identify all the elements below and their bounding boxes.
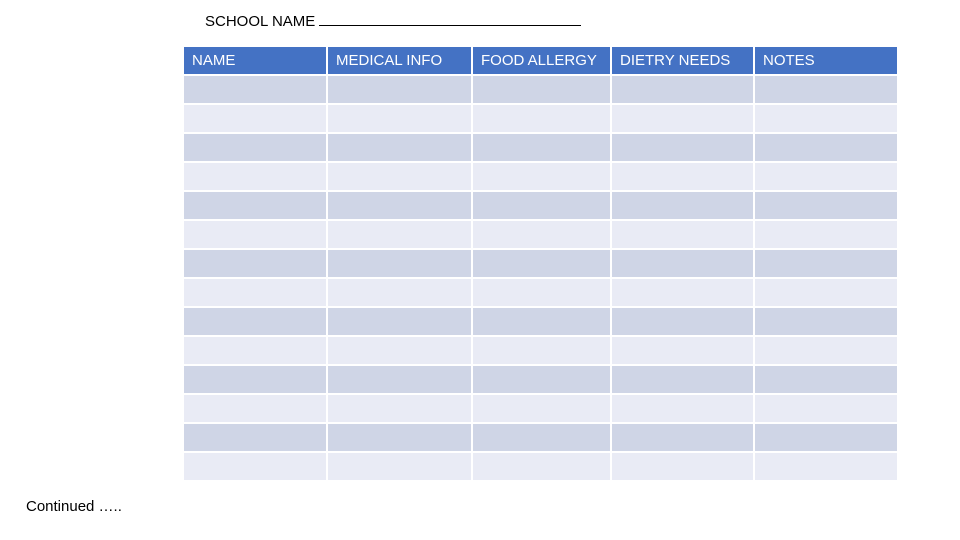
table-cell-dietry-needs[interactable] bbox=[612, 366, 755, 395]
table-cell-name[interactable] bbox=[184, 453, 328, 482]
table-cell-name[interactable] bbox=[184, 76, 328, 105]
table-cell-food-allergy[interactable] bbox=[473, 395, 612, 424]
table-cell-name[interactable] bbox=[184, 424, 328, 453]
table-cell-food-allergy[interactable] bbox=[473, 453, 612, 482]
table-cell-medical-info[interactable] bbox=[328, 337, 473, 366]
table-cell-name[interactable] bbox=[184, 279, 328, 308]
table-cell-food-allergy[interactable] bbox=[473, 134, 612, 163]
table-cell-medical-info[interactable] bbox=[328, 308, 473, 337]
continued-note: Continued ….. bbox=[26, 498, 122, 515]
table-cell-name[interactable] bbox=[184, 134, 328, 163]
table-cell-dietry-needs[interactable] bbox=[612, 105, 755, 134]
table-cell-name[interactable] bbox=[184, 105, 328, 134]
table-cell-name[interactable] bbox=[184, 366, 328, 395]
table-row bbox=[184, 105, 897, 134]
table-cell-notes[interactable] bbox=[755, 453, 897, 482]
table-cell-name[interactable] bbox=[184, 250, 328, 279]
table-cell-name[interactable] bbox=[184, 337, 328, 366]
table-cell-notes[interactable] bbox=[755, 192, 897, 221]
table-cell-notes[interactable] bbox=[755, 337, 897, 366]
table-cell-medical-info[interactable] bbox=[328, 221, 473, 250]
table-cell-notes[interactable] bbox=[755, 76, 897, 105]
table-cell-dietry-needs[interactable] bbox=[612, 279, 755, 308]
table-cell-name[interactable] bbox=[184, 395, 328, 424]
table-row bbox=[184, 395, 897, 424]
table-cell-notes[interactable] bbox=[755, 105, 897, 134]
table-cell-food-allergy[interactable] bbox=[473, 308, 612, 337]
school-name-blank[interactable] bbox=[319, 13, 581, 26]
table-cell-dietry-needs[interactable] bbox=[612, 395, 755, 424]
column-header-name: NAME bbox=[184, 47, 328, 76]
table-cell-food-allergy[interactable] bbox=[473, 279, 612, 308]
table-row bbox=[184, 453, 897, 482]
table-row bbox=[184, 337, 897, 366]
table-cell-medical-info[interactable] bbox=[328, 453, 473, 482]
table-cell-food-allergy[interactable] bbox=[473, 76, 612, 105]
table-cell-notes[interactable] bbox=[755, 424, 897, 453]
table-cell-medical-info[interactable] bbox=[328, 279, 473, 308]
column-header-notes: NOTES bbox=[755, 47, 897, 76]
table-cell-notes[interactable] bbox=[755, 221, 897, 250]
table-cell-medical-info[interactable] bbox=[328, 134, 473, 163]
table-header-row bbox=[184, 47, 897, 76]
table-cell-notes[interactable] bbox=[755, 279, 897, 308]
table-row bbox=[184, 192, 897, 221]
table-cell-medical-info[interactable] bbox=[328, 192, 473, 221]
table-cell-dietry-needs[interactable] bbox=[612, 192, 755, 221]
table-row bbox=[184, 250, 897, 279]
table-cell-notes[interactable] bbox=[755, 163, 897, 192]
table-body bbox=[184, 76, 897, 482]
table-cell-dietry-needs[interactable] bbox=[612, 337, 755, 366]
table-cell-dietry-needs[interactable] bbox=[612, 76, 755, 105]
table-cell-medical-info[interactable] bbox=[328, 395, 473, 424]
table-row bbox=[184, 308, 897, 337]
table-cell-food-allergy[interactable] bbox=[473, 250, 612, 279]
table-cell-food-allergy[interactable] bbox=[473, 163, 612, 192]
table-cell-medical-info[interactable] bbox=[328, 366, 473, 395]
table-cell-notes[interactable] bbox=[755, 395, 897, 424]
table-row bbox=[184, 279, 897, 308]
student-info-table bbox=[184, 47, 897, 482]
table-row bbox=[184, 221, 897, 250]
table-cell-dietry-needs[interactable] bbox=[612, 134, 755, 163]
table-cell-dietry-needs[interactable] bbox=[612, 221, 755, 250]
table-cell-dietry-needs[interactable] bbox=[612, 453, 755, 482]
column-header-food-allergy: FOOD ALLERGY bbox=[473, 47, 612, 76]
table-row bbox=[184, 424, 897, 453]
column-header-medical-info: MEDICAL INFO bbox=[328, 47, 473, 76]
table-cell-notes[interactable] bbox=[755, 134, 897, 163]
table-cell-medical-info[interactable] bbox=[328, 424, 473, 453]
table-cell-name[interactable] bbox=[184, 308, 328, 337]
table-cell-food-allergy[interactable] bbox=[473, 221, 612, 250]
table-cell-notes[interactable] bbox=[755, 308, 897, 337]
table-cell-food-allergy[interactable] bbox=[473, 424, 612, 453]
table-cell-food-allergy[interactable] bbox=[473, 105, 612, 134]
school-name-line bbox=[205, 13, 581, 30]
table-cell-medical-info[interactable] bbox=[328, 76, 473, 105]
table-cell-name[interactable] bbox=[184, 192, 328, 221]
table-cell-medical-info[interactable] bbox=[328, 105, 473, 134]
table-row bbox=[184, 366, 897, 395]
table-cell-notes[interactable] bbox=[755, 366, 897, 395]
table-cell-notes[interactable] bbox=[755, 250, 897, 279]
table-cell-dietry-needs[interactable] bbox=[612, 250, 755, 279]
table-cell-food-allergy[interactable] bbox=[473, 192, 612, 221]
school-name-label: SCHOOL NAME bbox=[205, 13, 316, 30]
column-header-dietry-needs: DIETRY NEEDS bbox=[612, 47, 755, 76]
table-row bbox=[184, 76, 897, 105]
table-cell-food-allergy[interactable] bbox=[473, 366, 612, 395]
table-cell-medical-info[interactable] bbox=[328, 163, 473, 192]
table-cell-dietry-needs[interactable] bbox=[612, 308, 755, 337]
table-cell-medical-info[interactable] bbox=[328, 250, 473, 279]
table-cell-dietry-needs[interactable] bbox=[612, 424, 755, 453]
table-row bbox=[184, 134, 897, 163]
table-row bbox=[184, 163, 897, 192]
table-cell-name[interactable] bbox=[184, 221, 328, 250]
table-cell-food-allergy[interactable] bbox=[473, 337, 612, 366]
table-cell-dietry-needs[interactable] bbox=[612, 163, 755, 192]
table-cell-name[interactable] bbox=[184, 163, 328, 192]
